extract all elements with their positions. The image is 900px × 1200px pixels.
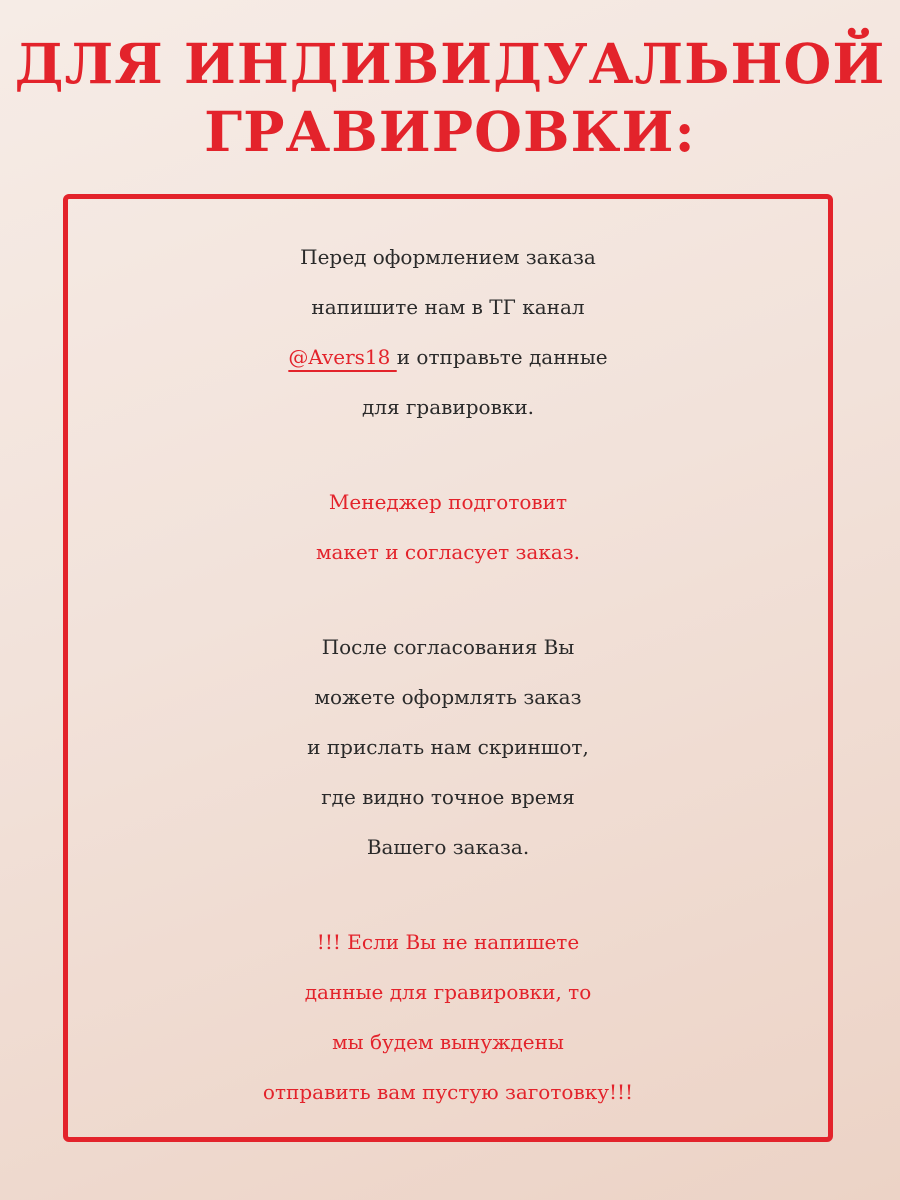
approval-line-4: где видно точное время — [321, 785, 575, 809]
page-title — [0, 30, 900, 166]
warning-line-1: !!! Если Вы не напишете — [316, 930, 580, 954]
instructions-line-4: для гравировки. — [361, 395, 535, 419]
warning-paragraph — [63, 917, 833, 1117]
manager-line-1: Менеджер подготовит — [328, 490, 568, 514]
approval-line-2: можете оформлять заказ — [314, 685, 582, 709]
order-instructions-paragraph — [63, 232, 833, 432]
warning-line-3: мы будем вынуждены — [332, 1030, 564, 1054]
title-line-2: ГРАВИРОВКИ: — [204, 99, 696, 164]
approval-line-5: Вашего заказа. — [366, 835, 530, 859]
manager-paragraph — [63, 477, 833, 577]
instructions-line-2: напишите нам в ТГ канал — [311, 295, 585, 319]
approval-line-1: После согласования Вы — [321, 635, 575, 659]
title-line-1: ДЛЯ ИНДИВИДУАЛЬНОЙ — [14, 31, 886, 96]
after-approval-paragraph — [63, 622, 833, 872]
instructions-line-3 — [63, 332, 833, 382]
approval-line-3: и прислать нам скриншот, — [307, 735, 589, 759]
manager-line-2: макет и согласует заказ. — [315, 540, 581, 564]
info-content — [63, 232, 833, 1117]
instructions-line-1: Перед оформлением заказа — [300, 245, 596, 269]
instructions-line-3-rest: и отправьте данные — [396, 345, 608, 369]
warning-line-4: отправить вам пустую заготовку!!! — [262, 1080, 634, 1104]
telegram-channel-link[interactable]: @Avers18 — [288, 345, 397, 369]
warning-line-2: данные для гравировки, то — [304, 980, 592, 1004]
